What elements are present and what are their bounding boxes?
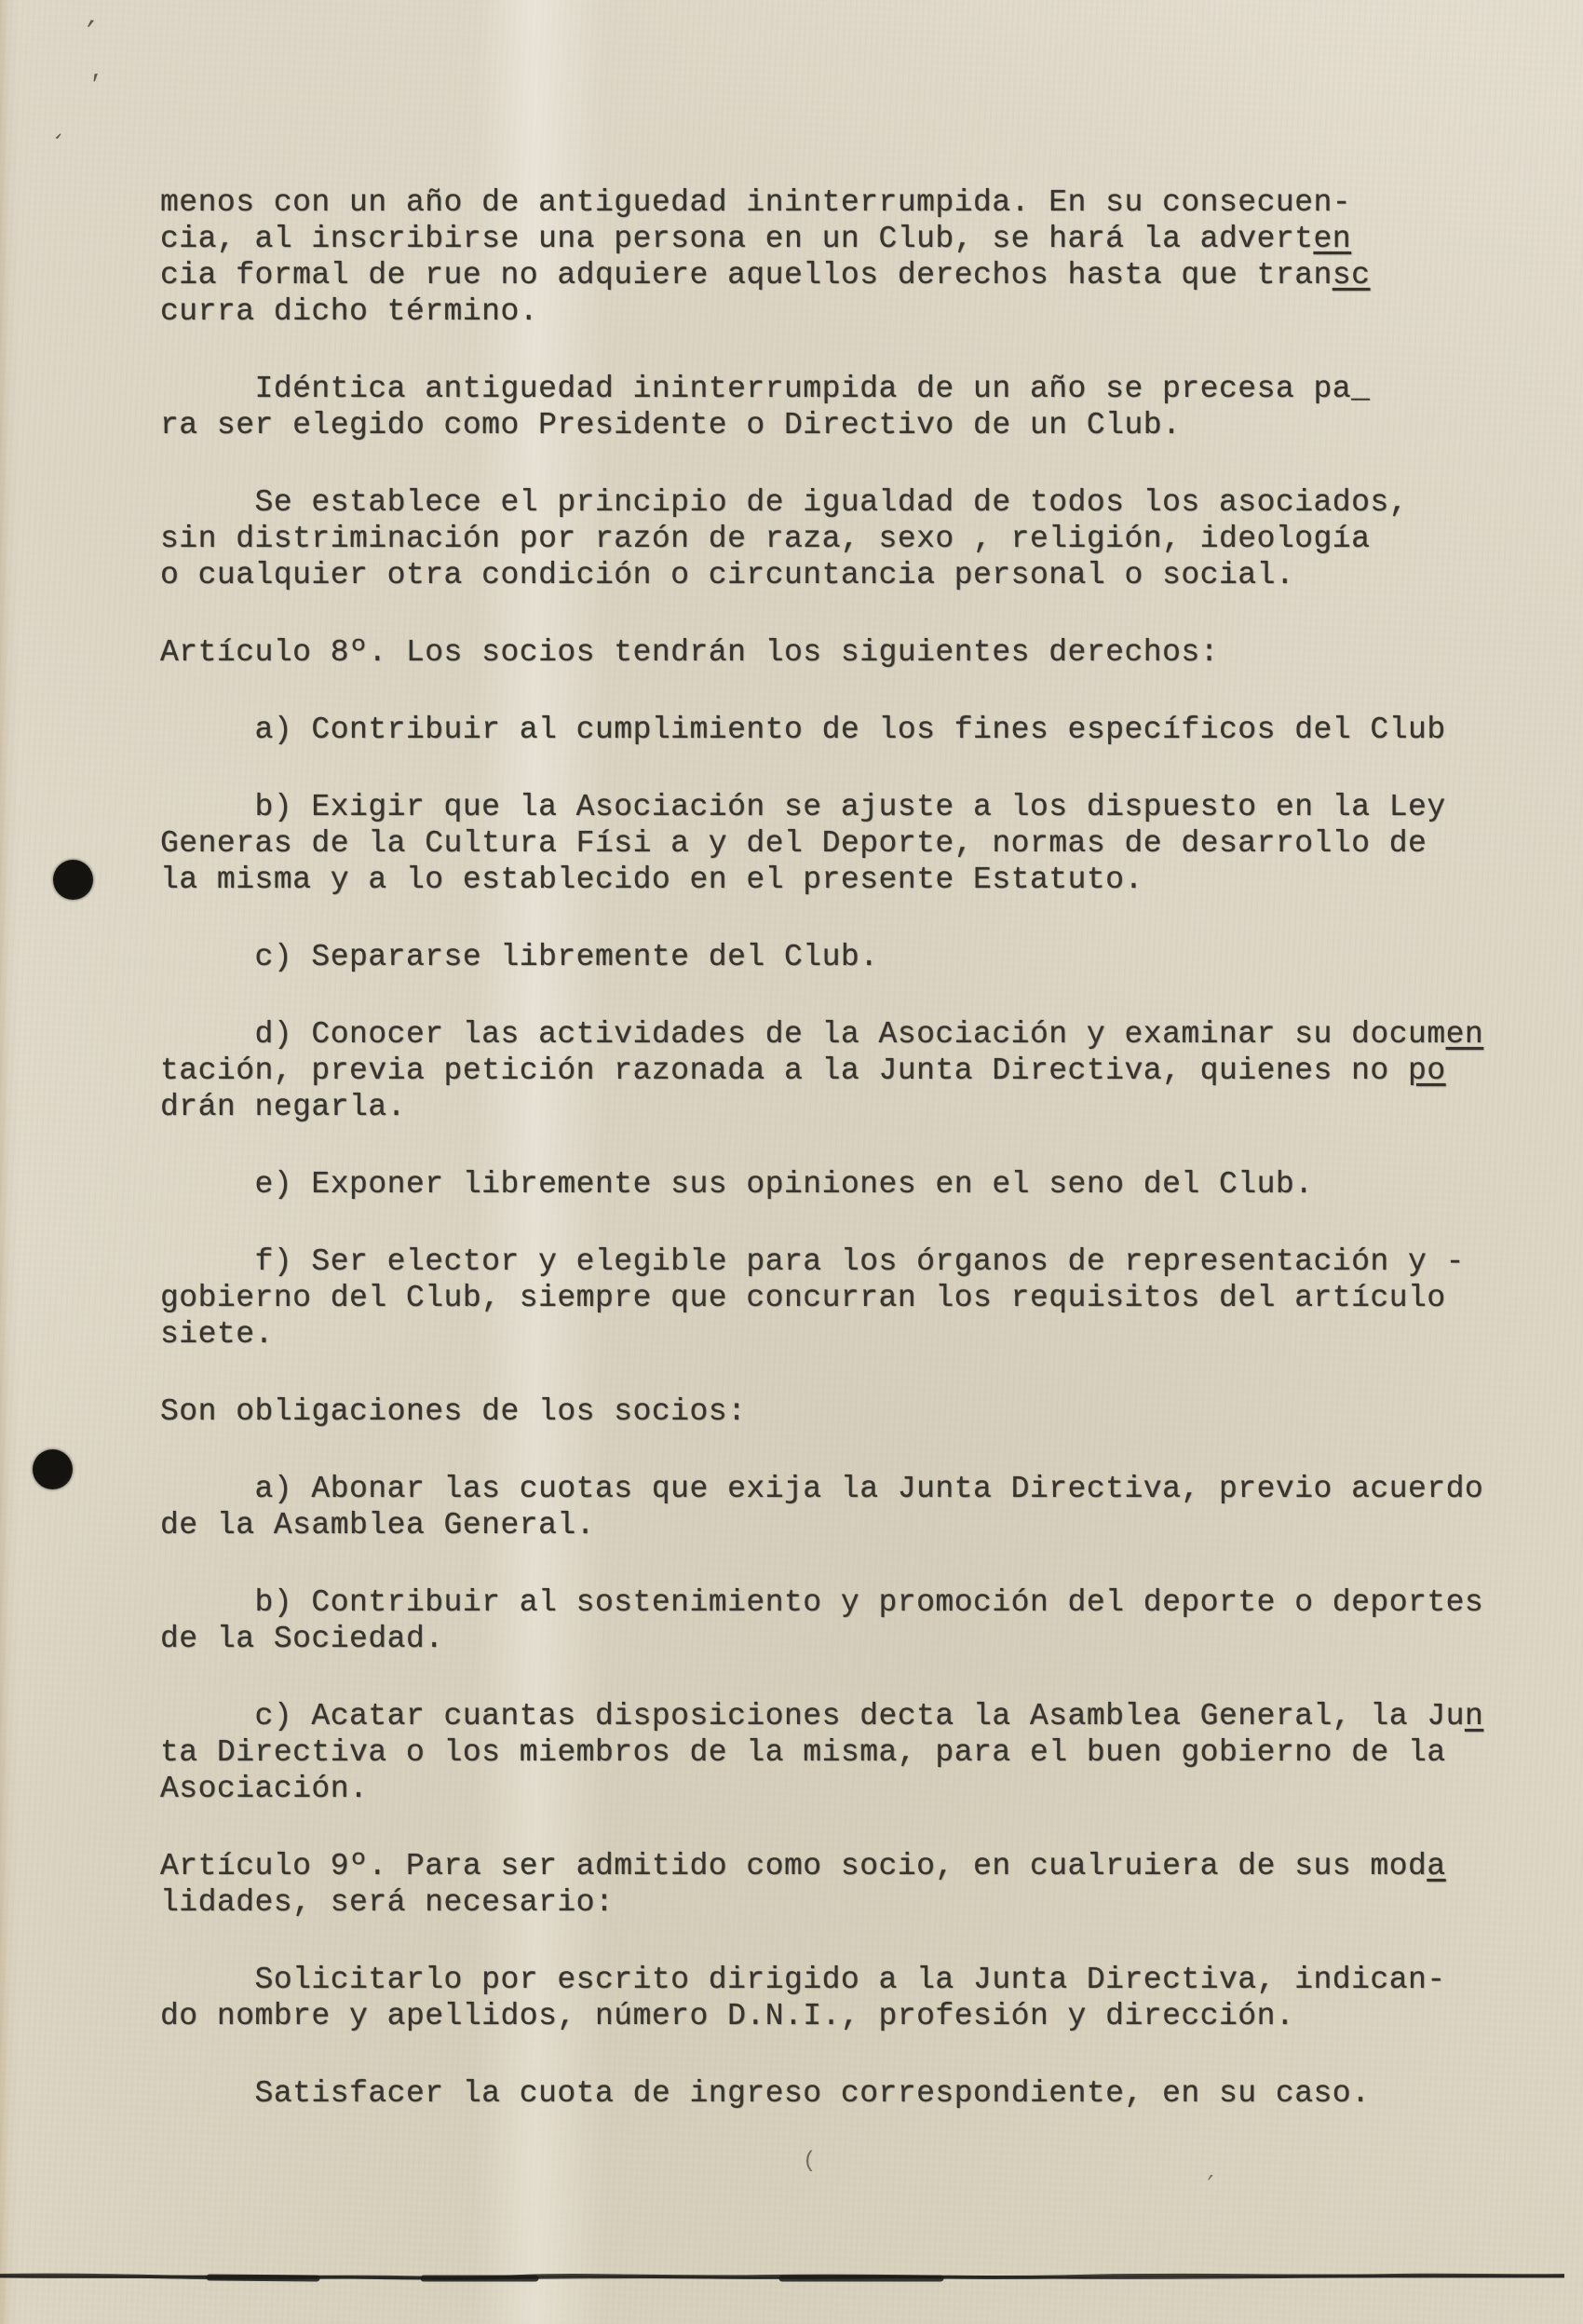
text-line [160, 2075, 1538, 2112]
text-line [160, 939, 1538, 975]
text-segment: Solicitarlo por escrito dirigido a la Junta Directiva, indican- [160, 1963, 1446, 1997]
text-line [160, 1016, 1538, 1053]
text-line [160, 862, 1538, 898]
text-segment: siete. [160, 1317, 274, 1352]
text-line [160, 557, 1538, 593]
document-paragraph [160, 371, 1538, 443]
text-segment: c) Separarse libremente del Club. [160, 940, 879, 974]
document-paragraph [160, 1698, 1538, 1807]
text-segment: c) Acatar cuantas disposiciones decta la Asamblea General, la Ju [160, 1699, 1465, 1733]
text-line [160, 1621, 1538, 1657]
hole-punch-dot [33, 1449, 73, 1489]
text-segment: tación, previa petición razonada a la Junta Directiva, quienes no [160, 1053, 1409, 1088]
bottom-scan-line [0, 2263, 1564, 2288]
scan-speck-mark: ‘ [47, 129, 65, 155]
text-segment: b) Exigir que la Asociación se ajuste a los dispuesto en la Ley [160, 790, 1446, 824]
text-segment: f) Ser elector y elegible para los órganos de representación y - [160, 1244, 1465, 1279]
text-segment: lidades, será necesario: [160, 1885, 615, 1920]
underlined-text-segment: en [1445, 1017, 1484, 1052]
text-segment: ra ser elegido como Presidente o Directivo de un Club. [160, 408, 1182, 442]
underlined-text-segment: sc [1332, 258, 1371, 292]
text-segment: a) Abonar las cuotas que exija la Junta Directiva, previo acuerdo [160, 1472, 1484, 1506]
text-line [160, 521, 1538, 557]
text-segment: Asociación. [160, 1772, 369, 1806]
text-segment: Artículo 9º. Para ser admitido como socio, en cualruiera de sus mod [160, 1849, 1427, 1883]
text-line [160, 184, 1538, 221]
text-segment: cia formal de rue no adquiere aquellos derechos hasta que tran [160, 258, 1333, 292]
text-segment: Se establece el principio de igualdad de todos los asociados, [160, 485, 1409, 520]
document-paragraph [160, 1016, 1538, 1125]
underlined-text-segment: en [1313, 222, 1352, 256]
document-paragraph [160, 484, 1538, 593]
text-line [160, 1280, 1538, 1316]
text-line [160, 407, 1538, 443]
scan-speck-mark: ’ [1200, 2171, 1217, 2196]
document-paragraph [160, 789, 1538, 898]
text-line [160, 1771, 1538, 1807]
document-paragraph [160, 1962, 1538, 2034]
text-segment: sin distriminación por razón de raza, sexo , religión, ideología [160, 522, 1371, 556]
text-line [160, 825, 1538, 862]
document-paragraph [160, 1393, 1538, 1430]
text-segment: Son obligaciones de los socios: [160, 1394, 747, 1429]
text-segment: o cualquier otra condición o circuntancia personal o social. [160, 558, 1295, 592]
underlined-text-segment: a [1427, 1849, 1446, 1883]
text-line [160, 1053, 1538, 1089]
text-segment: b) Contribuir al sostenimiento y promoción del deporte o deportes [160, 1585, 1484, 1620]
document-paragraph [160, 712, 1538, 748]
text-segment: gobierno del Club, siempre que concurran los requisitos del artículo [160, 1281, 1446, 1315]
text-segment: curra dicho término. [160, 294, 539, 329]
text-line [160, 1848, 1538, 1884]
document-text [160, 184, 1538, 2153]
text-line [160, 789, 1538, 825]
text-segment: Generas de la Cultura Físi a y del Deporte, normas de desarrollo de [160, 826, 1427, 861]
text-line [160, 1962, 1538, 1998]
text-segment: drán negarla. [160, 1090, 406, 1124]
text-line [160, 1884, 1538, 1921]
document-paragraph [160, 184, 1538, 330]
text-line [160, 484, 1538, 521]
document-paragraph [160, 634, 1538, 671]
text-segment: Artículo 8º. Los socios tendrán los siguientes derechos: [160, 635, 1219, 670]
hole-punch-dot [53, 860, 93, 900]
text-segment: la misma y a lo establecido en el presente Estatuto. [160, 863, 1143, 897]
text-line [160, 1698, 1538, 1734]
scan-speck-mark: ’ [79, 15, 100, 47]
document-paragraph [160, 939, 1538, 975]
text-line [160, 712, 1538, 748]
text-line [160, 221, 1538, 257]
text-segment: de la Asamblea General. [160, 1508, 595, 1543]
document-paragraph [160, 1584, 1538, 1657]
text-line [160, 1584, 1538, 1621]
text-line [160, 371, 1538, 407]
text-line [160, 1244, 1538, 1280]
document-paragraph [160, 1166, 1538, 1203]
text-segment: cia, al inscribirse una persona en un Club, se hará la advert [160, 222, 1314, 256]
document-paragraph [160, 1848, 1538, 1921]
text-segment: Satisfacer la cuota de ingreso correspondiente, en su caso. [160, 2076, 1371, 2111]
text-segment: de la Sociedad. [160, 1622, 444, 1656]
scan-speck-mark: ’ [87, 70, 106, 100]
text-segment: ta Directiva o los miembros de la misma, para el buen gobierno de la [160, 1735, 1446, 1770]
text-line [160, 1998, 1538, 2034]
document-paragraph [160, 2075, 1538, 2112]
text-segment: e) Exponer libremente sus opiniones en el seno del Club. [160, 1167, 1314, 1202]
text-line [160, 634, 1538, 671]
underlined-text-segment: po [1408, 1053, 1446, 1088]
text-line [160, 1393, 1538, 1430]
text-segment: d) Conocer las actividades de la Asociación y examinar su docum [160, 1017, 1446, 1052]
text-line [160, 1089, 1538, 1125]
document-paragraph [160, 1244, 1538, 1352]
text-segment: Idéntica antiguedad ininterrumpida de un año se precesa pa_ [160, 372, 1371, 406]
text-segment: a) Contribuir al cumplimiento de los fines específicos del Club [160, 713, 1446, 747]
text-segment: menos con un año de antiguedad ininterrumpida. En su consecuen- [160, 185, 1352, 220]
text-line [160, 1316, 1538, 1352]
underlined-text-segment: n [1464, 1699, 1484, 1733]
text-line [160, 1471, 1538, 1507]
text-line [160, 1166, 1538, 1203]
text-line [160, 1734, 1538, 1771]
text-line [160, 257, 1538, 293]
scan-speck-mark: ( [803, 2149, 817, 2174]
text-line [160, 1507, 1538, 1543]
text-segment: do nombre y apellidos, número D.N.I., profesión y dirección. [160, 1999, 1295, 2033]
text-line [160, 293, 1538, 330]
document-paragraph [160, 1471, 1538, 1543]
